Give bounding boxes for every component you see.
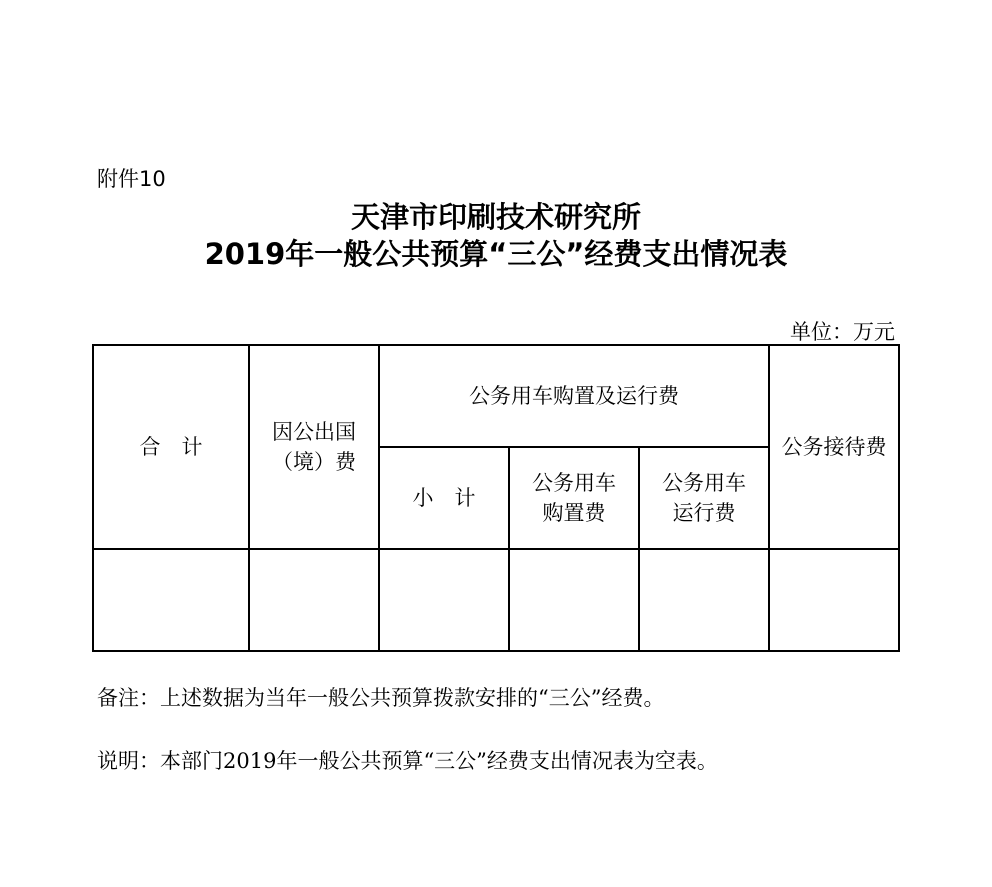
page-title-table: 2019年一般公共预算“三公”经费支出情况表 (204, 237, 788, 271)
attachment-label: 附件10 (97, 167, 166, 191)
cell-abroad (249, 549, 379, 651)
unit-label: 单位：万元 (790, 320, 895, 344)
cell-total (93, 549, 249, 651)
header-abroad (249, 345, 379, 549)
explanation-note: 说明：本部门2019年一般公共预算“三公”经费支出情况表为空表。 (97, 749, 718, 773)
cell-vehicle-operation (639, 549, 769, 651)
remark-note: 备注：上述数据为当年一般公共预算拨款安排的“三公”经费。 (97, 686, 665, 710)
page-title-org: 天津市印刷技术研究所 (350, 200, 641, 234)
table-header-row (93, 345, 899, 447)
header-vehicle-purchase-label: 公务用车购置费 (532, 471, 616, 525)
header-abroad-label: 因公出国（境）费 (272, 420, 356, 474)
budget-table (92, 344, 900, 652)
header-vehicle-operation-label: 公务用车运行费 (662, 471, 747, 525)
header-vehicle-operation (639, 447, 769, 549)
header-subtotal: 小 计 (379, 447, 509, 549)
cell-reception (769, 549, 899, 651)
header-vehicle-purchase (509, 447, 639, 549)
header-total: 合 计 (93, 345, 249, 549)
header-vehicle-group: 公务用车购置及运行费 (379, 345, 769, 447)
cell-vehicle-purchase (509, 549, 639, 651)
table-row (93, 549, 899, 651)
cell-subtotal (379, 549, 509, 651)
header-reception: 公务接待费 (769, 345, 899, 549)
